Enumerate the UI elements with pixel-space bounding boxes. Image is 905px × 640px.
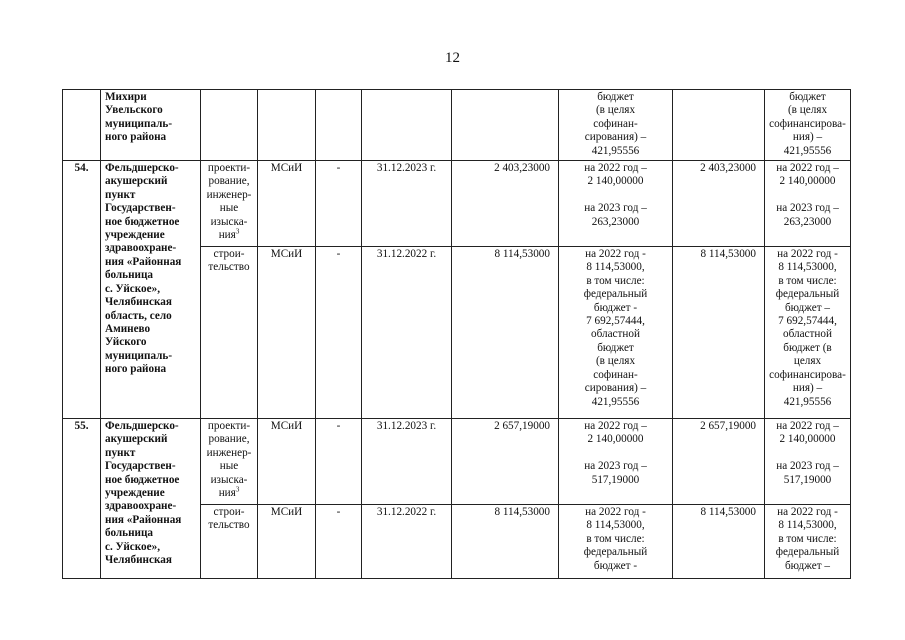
work-type-cell bbox=[201, 161, 258, 247]
object-name-cell: Фельдшерско- акушерский пункт Государствен- ное бюджетное учреждение здравоохране- ния «Районная больница с. Уйское», Челябинская область, село Аминево Уйского муниципаль- ного района bbox=[101, 161, 201, 419]
limit-cell: 8 114,53000 bbox=[673, 247, 765, 419]
row-number: 54. bbox=[63, 161, 101, 419]
investment-table bbox=[62, 89, 851, 579]
deadline-cell: 31.12.2023 г. bbox=[362, 419, 452, 505]
object-name-cell: Михири Увельского муниципаль- ного района bbox=[101, 90, 201, 161]
row-number: 55. bbox=[63, 419, 101, 579]
limit-cell: 8 114,53000 bbox=[673, 505, 765, 579]
dash-cell bbox=[316, 90, 362, 161]
work-type-cell bbox=[201, 419, 258, 505]
financing-detail-cell: на 2022 год – 2 140,00000 на 2023 год – 517,19000 bbox=[765, 419, 851, 505]
customer-cell: МСиИ bbox=[258, 419, 316, 505]
page-number: 12 bbox=[445, 50, 460, 66]
dash-cell: - bbox=[316, 161, 362, 247]
table-row bbox=[63, 161, 851, 247]
object-name-cell: Фельдшерско- акушерский пункт Государствен- ное бюджетное учреждение здравоохране- ния «Районная больница с. Уйское», Челябинская bbox=[101, 419, 201, 579]
limit-cell: 2 403,23000 bbox=[673, 161, 765, 247]
cost-cell: 2 403,23000 bbox=[452, 161, 559, 247]
customer-cell: МСиИ bbox=[258, 505, 316, 579]
deadline-cell: 31.12.2023 г. bbox=[362, 161, 452, 247]
deadline-cell: 31.12.2022 г. bbox=[362, 247, 452, 419]
cost-cell: 8 114,53000 bbox=[452, 505, 559, 579]
financing-detail-cell: бюджет (в целях софинансирова- ния) – 421,95556 bbox=[765, 90, 851, 161]
footnote-mark: 3 bbox=[235, 485, 240, 494]
customer-cell: МСиИ bbox=[258, 247, 316, 419]
financing-detail-cell: на 2022 год – 2 140,00000 на 2023 год – 263,23000 bbox=[765, 161, 851, 247]
work-type-text: проекти- рование, инженер- ные изыска- ния bbox=[206, 420, 252, 500]
work-type-cell: строи- тельство bbox=[201, 505, 258, 579]
table-row bbox=[63, 419, 851, 505]
customer-cell: МСиИ bbox=[258, 161, 316, 247]
work-type-cell bbox=[201, 90, 258, 161]
financing-cell: на 2022 год - 8 114,53000, в том числе: федеральный бюджет - bbox=[559, 505, 673, 579]
deadline-cell bbox=[362, 90, 452, 161]
financing-cell: бюджет (в целях софинан- сирования) – 421,95556 bbox=[559, 90, 673, 161]
customer-cell bbox=[258, 90, 316, 161]
num-cell bbox=[63, 90, 101, 161]
work-type-cell: строи- тельство bbox=[201, 247, 258, 419]
financing-detail-cell: на 2022 год - 8 114,53000, в том числе: федеральный бюджет – 7 692,57444, областной бюджет (в целях софинансирова- ния) – 421,95556 bbox=[765, 247, 851, 419]
dash-cell: - bbox=[316, 505, 362, 579]
work-type-text: проекти- рование, инженер- ные изыска- ния bbox=[206, 162, 252, 242]
limit-cell: 2 657,19000 bbox=[673, 419, 765, 505]
financing-cell: на 2022 год - 8 114,53000, в том числе: федеральный бюджет - 7 692,57444, областной бюджет (в целях софинан- сирования) – 421,95556 bbox=[559, 247, 673, 419]
financing-cell: на 2022 год – 2 140,00000 на 2023 год – 263,23000 bbox=[559, 161, 673, 247]
limit-cell bbox=[673, 90, 765, 161]
financing-cell: на 2022 год – 2 140,00000 на 2023 год – 517,19000 bbox=[559, 419, 673, 505]
footnote-mark: 3 bbox=[235, 227, 240, 236]
cost-cell: 2 657,19000 bbox=[452, 419, 559, 505]
table-row-continuation bbox=[63, 90, 851, 161]
dash-cell: - bbox=[316, 419, 362, 505]
financing-detail-cell: на 2022 год - 8 114,53000, в том числе: федеральный бюджет – bbox=[765, 505, 851, 579]
cost-cell: 8 114,53000 bbox=[452, 247, 559, 419]
dash-cell: - bbox=[316, 247, 362, 419]
deadline-cell: 31.12.2022 г. bbox=[362, 505, 452, 579]
cost-cell bbox=[452, 90, 559, 161]
